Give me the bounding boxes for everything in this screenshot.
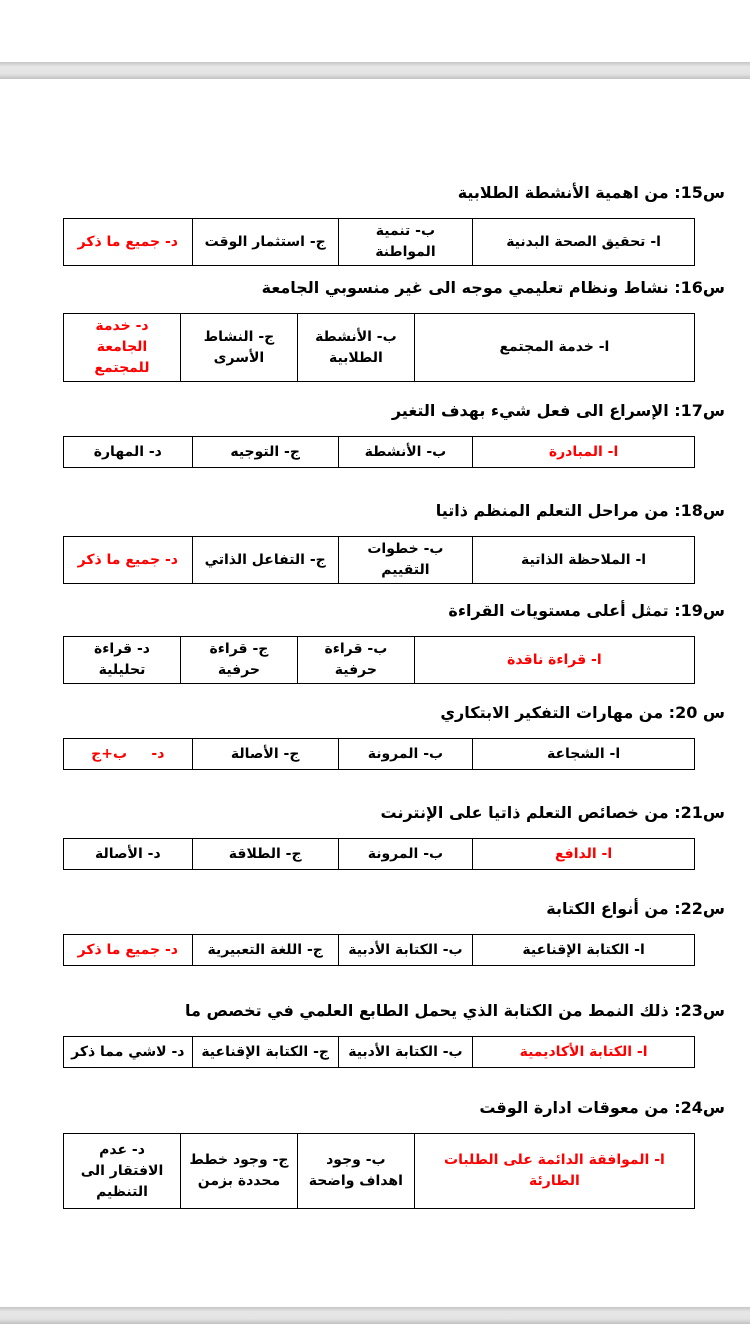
table-row bbox=[64, 739, 695, 770]
options-table bbox=[63, 313, 695, 382]
option-d: د- المهارة bbox=[64, 437, 193, 468]
options-table bbox=[63, 934, 695, 966]
page-separator-top bbox=[0, 62, 750, 79]
options-table bbox=[63, 738, 695, 770]
option-b: ب- وجود اهداف واضحة bbox=[297, 1134, 414, 1209]
options-table bbox=[63, 636, 695, 684]
options-table bbox=[63, 1036, 695, 1068]
option-a: ا- الكتابة الأكاديمية bbox=[473, 1037, 695, 1068]
option-c: ج- الكتابة الإقناعية bbox=[192, 1037, 338, 1068]
question-block-19 bbox=[63, 600, 725, 684]
option-c: ج- الأصالة bbox=[192, 739, 338, 770]
option-a: ا- تحقيق الصحة البدنية bbox=[473, 219, 695, 266]
option-c: ج- اللغة التعبيرية bbox=[192, 935, 338, 966]
table-row bbox=[64, 839, 695, 870]
option-a: ا- الشجاعة bbox=[473, 739, 695, 770]
table-row bbox=[64, 437, 695, 468]
question-block-16 bbox=[63, 277, 725, 382]
option-b: ب- قراءة حرفية bbox=[297, 637, 414, 684]
option-c: ج- التفاعل الذاتي bbox=[192, 537, 338, 584]
option-b: ب- الكتابة الأدبية bbox=[338, 1037, 472, 1068]
option-a: ا- الكتابة الإقناعية bbox=[473, 935, 695, 966]
question-block-15 bbox=[63, 182, 725, 266]
question-block-20 bbox=[63, 702, 725, 770]
question-block-23 bbox=[63, 1000, 725, 1068]
options-table bbox=[63, 838, 695, 870]
question-title: س24: من معوقات ادارة الوقت bbox=[479, 1098, 725, 1117]
options-table bbox=[63, 536, 695, 584]
question-title: س15: من اهمية الأنشطة الطلابية bbox=[457, 183, 725, 202]
question-title: س17: الإسراع الى فعل شيء بهدف التغير bbox=[391, 401, 725, 420]
option-b: ب- خطوات التقييم bbox=[338, 537, 472, 584]
question-block-21 bbox=[63, 802, 725, 870]
option-c: ج- وجود خطط محددة بزمن bbox=[180, 1134, 297, 1209]
option-d: د- جميع ما ذكر bbox=[64, 219, 193, 266]
page-separator-bottom bbox=[0, 1307, 750, 1324]
option-d: د- ب+ج bbox=[64, 739, 193, 770]
option-d: د- عدم الافتقار الى التنظيم bbox=[64, 1134, 181, 1209]
option-d: د- لاشي مما ذكر bbox=[64, 1037, 193, 1068]
option-a: ا- خدمة المجتمع bbox=[414, 314, 694, 382]
option-c: ج- التوجيه bbox=[192, 437, 338, 468]
question-title: س 20: من مهارات التفكير الابتكاري bbox=[440, 703, 725, 722]
options-table bbox=[63, 218, 695, 266]
question-title: س22: من أنواع الكتابة bbox=[546, 899, 725, 918]
option-b: ب- تنمية المواطنة bbox=[338, 219, 472, 266]
question-block-24 bbox=[63, 1097, 725, 1209]
options-table bbox=[63, 436, 695, 468]
option-d: د- الأصالة bbox=[64, 839, 193, 870]
option-c: ج- قراءة حرفية bbox=[180, 637, 297, 684]
option-c: ج- النشاط الأسرى bbox=[180, 314, 297, 382]
question-block-22 bbox=[63, 898, 725, 966]
option-b: ب- المرونة bbox=[338, 739, 472, 770]
question-title: س18: من مراحل التعلم المنظم ذاتيا bbox=[435, 501, 725, 520]
question-block-17 bbox=[63, 400, 725, 468]
question-block-18 bbox=[63, 500, 725, 584]
option-b: ب- الأنشطة bbox=[338, 437, 472, 468]
table-row bbox=[64, 1037, 695, 1068]
option-d: د- جميع ما ذكر bbox=[64, 537, 193, 584]
question-title: س16: نشاط ونظام تعليمي موجه الى غير منسوبي الجامعة bbox=[261, 278, 725, 297]
option-a: ا- المبادرة bbox=[473, 437, 695, 468]
options-table bbox=[63, 1133, 695, 1209]
question-title: س23: ذلك النمط من الكتابة الذي يحمل الطابع العلمي في تخصص ما bbox=[184, 1001, 725, 1020]
option-b: ب- المرونة bbox=[338, 839, 472, 870]
option-a: ا- قراءة ناقدة bbox=[414, 637, 694, 684]
question-title: س19: تمثل أعلى مستويات القراءة bbox=[448, 601, 725, 620]
question-title: س21: من خصائص التعلم ذاتيا على الإنترنت bbox=[380, 803, 725, 822]
option-b: ب- الكتابة الأدبية bbox=[338, 935, 472, 966]
table-row bbox=[64, 637, 695, 684]
option-a: ا- الملاحظة الذاتية bbox=[473, 537, 695, 584]
table-row bbox=[64, 219, 695, 266]
table-row bbox=[64, 314, 695, 382]
option-b: ب- الأنشطة الطلابية bbox=[297, 314, 414, 382]
option-a: ا- الموافقة الدائمة على الطلبات الطارئة bbox=[414, 1134, 694, 1209]
option-d: د- جميع ما ذكر bbox=[64, 935, 193, 966]
table-row bbox=[64, 537, 695, 584]
option-c: ج- استثمار الوقت bbox=[192, 219, 338, 266]
option-d: د- خدمة الجامعة للمجتمع bbox=[64, 314, 181, 382]
table-row bbox=[64, 935, 695, 966]
option-c: ج- الطلاقة bbox=[192, 839, 338, 870]
option-d: د- قراءة تحليلية bbox=[64, 637, 181, 684]
table-row bbox=[64, 1134, 695, 1209]
option-a: ا- الدافع bbox=[473, 839, 695, 870]
